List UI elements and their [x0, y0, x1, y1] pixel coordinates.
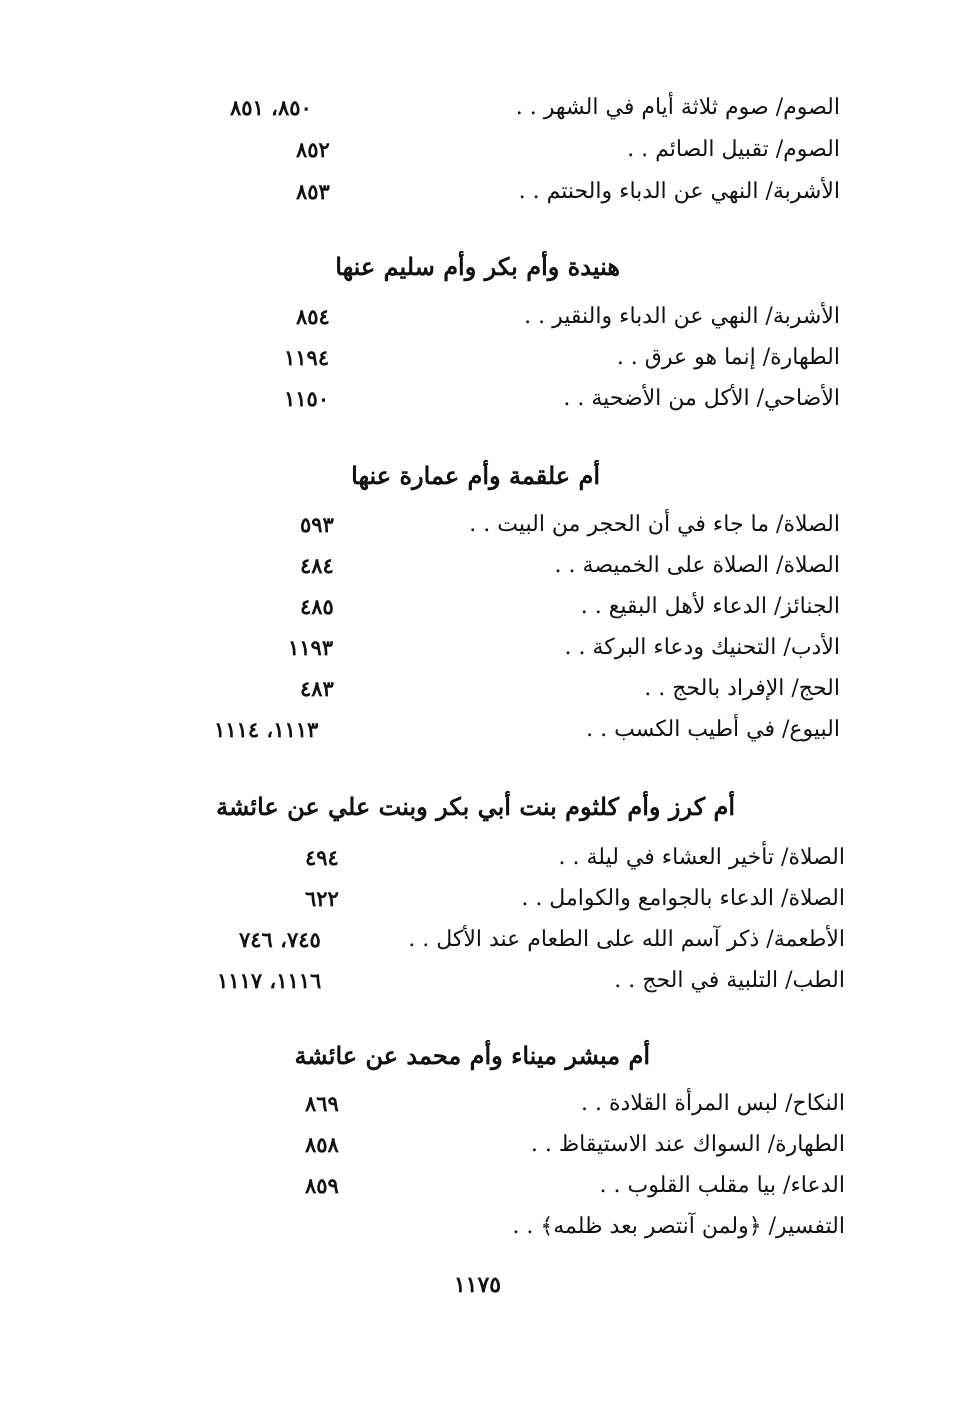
entry-pages: ١١١٦، ١١١٧ — [217, 968, 322, 993]
entry-pages: ٤٨٥ — [300, 594, 334, 619]
entry-text: الجنائز/ الدعاء لأهل البقيع . . — [580, 594, 840, 619]
entry-pages: ١١٩٤ — [284, 345, 330, 370]
entry-text: الطهارة/ السواك عند الاستيقاظ . . — [530, 1132, 845, 1157]
entry-text: الأدب/ التحنيك ودعاء البركة . . — [564, 635, 840, 660]
section-heading: هنيدة وأم بكر وأم سليم عنها — [335, 252, 620, 281]
entry-pages: ١١٩٣ — [288, 635, 334, 660]
index-entry — [200, 297, 840, 337]
section-heading: أم علقمة وأم عمارة عنها — [351, 461, 600, 490]
index-entry — [200, 130, 840, 170]
entry-text: الدعاء/ بيا مقلب القلوب . . — [599, 1173, 845, 1198]
index-entry — [200, 172, 840, 212]
entry-text: الأطعمة/ ذكر آسم الله على الطعام عند الأكل . . — [408, 927, 845, 952]
entry-text: الصوم/ تقبيل الصائم . . — [627, 137, 840, 162]
entry-text: الصلاة/ الصلاة على الخميصة . . — [554, 553, 840, 578]
index-entry — [205, 1207, 845, 1247]
page-number: ١١٧٥ — [453, 1272, 502, 1298]
index-entry — [205, 838, 845, 878]
entry-pages: ٤٨٣ — [300, 676, 334, 701]
entry-pages: ٨٥٠، ٨٥١ — [230, 95, 312, 120]
entry-text: الطهارة/ إنما هو عرق . . — [616, 345, 840, 370]
entry-text: البيوع/ في أطيب الكسب . . — [586, 717, 840, 742]
entry-pages: ٤٨٤ — [300, 553, 334, 578]
entry-pages: ٨٥٩ — [305, 1173, 339, 1198]
index-entry — [200, 587, 840, 627]
entry-text: الحج/ الإفراد بالحج . . — [644, 676, 840, 701]
entry-pages: ٤٩٤ — [305, 845, 339, 870]
index-entry — [205, 1166, 845, 1206]
entry-pages: ٨٥٢ — [296, 137, 330, 162]
section-heading: أم كرز وأم كلثوم بنت أبي بكر وبنت علي عن عائشة — [216, 792, 735, 821]
entry-pages: ١١٥٠ — [284, 386, 330, 411]
index-entry — [205, 879, 845, 919]
entry-text: التفسير/ ﴿ولمن آنتصر بعد ظلمه﴾ . . — [512, 1214, 845, 1239]
entry-pages: ٨٥٤ — [296, 304, 330, 329]
entry-pages: ٨٦٩ — [305, 1091, 339, 1116]
entry-pages: ٨٥٣ — [296, 179, 330, 204]
index-entry — [205, 1125, 845, 1165]
entry-text: الأشربة/ النهي عن الدباء والنقير . . — [524, 304, 840, 329]
index-entry — [205, 1084, 845, 1124]
entry-text: الصلاة/ ما جاء في أن الحجر من البيت . . — [469, 512, 840, 537]
entry-pages: ٥٩٣ — [300, 512, 334, 537]
entry-pages: ١١١٣، ١١١٤ — [214, 717, 319, 742]
index-entry — [205, 920, 845, 960]
index-entry — [205, 961, 845, 1001]
index-entry — [200, 338, 840, 378]
entry-text: الأضاحي/ الأكل من الأضحية . . — [563, 386, 840, 411]
index-entry — [200, 669, 840, 709]
index-entry — [200, 710, 840, 750]
index-entry — [200, 546, 840, 586]
section-heading: أم مبشر ميناء وأم محمد عن عائشة — [294, 1041, 650, 1070]
entry-text: الصوم/ صوم ثلاثة أيام في الشهر . . — [515, 95, 840, 120]
index-entry — [200, 88, 840, 128]
entry-pages: ٨٥٨ — [305, 1132, 339, 1157]
index-entry — [200, 379, 840, 419]
entry-pages: ٦٢٢ — [305, 886, 339, 911]
entry-text: الطب/ التلبية في الحج . . — [614, 968, 845, 993]
entry-text: الصلاة/ تأخير العشاء في ليلة . . — [558, 845, 845, 870]
entry-text: الصلاة/ الدعاء بالجوامع والكوامل . . — [521, 886, 845, 911]
entry-pages: ٧٤٥، ٧٤٦ — [239, 927, 321, 952]
entry-text: النكاح/ لبس المرأة القلادة . . — [581, 1091, 845, 1116]
index-entry — [200, 628, 840, 668]
index-entry — [200, 505, 840, 545]
entry-text: الأشربة/ النهي عن الدباء والحنتم . . — [518, 179, 840, 204]
